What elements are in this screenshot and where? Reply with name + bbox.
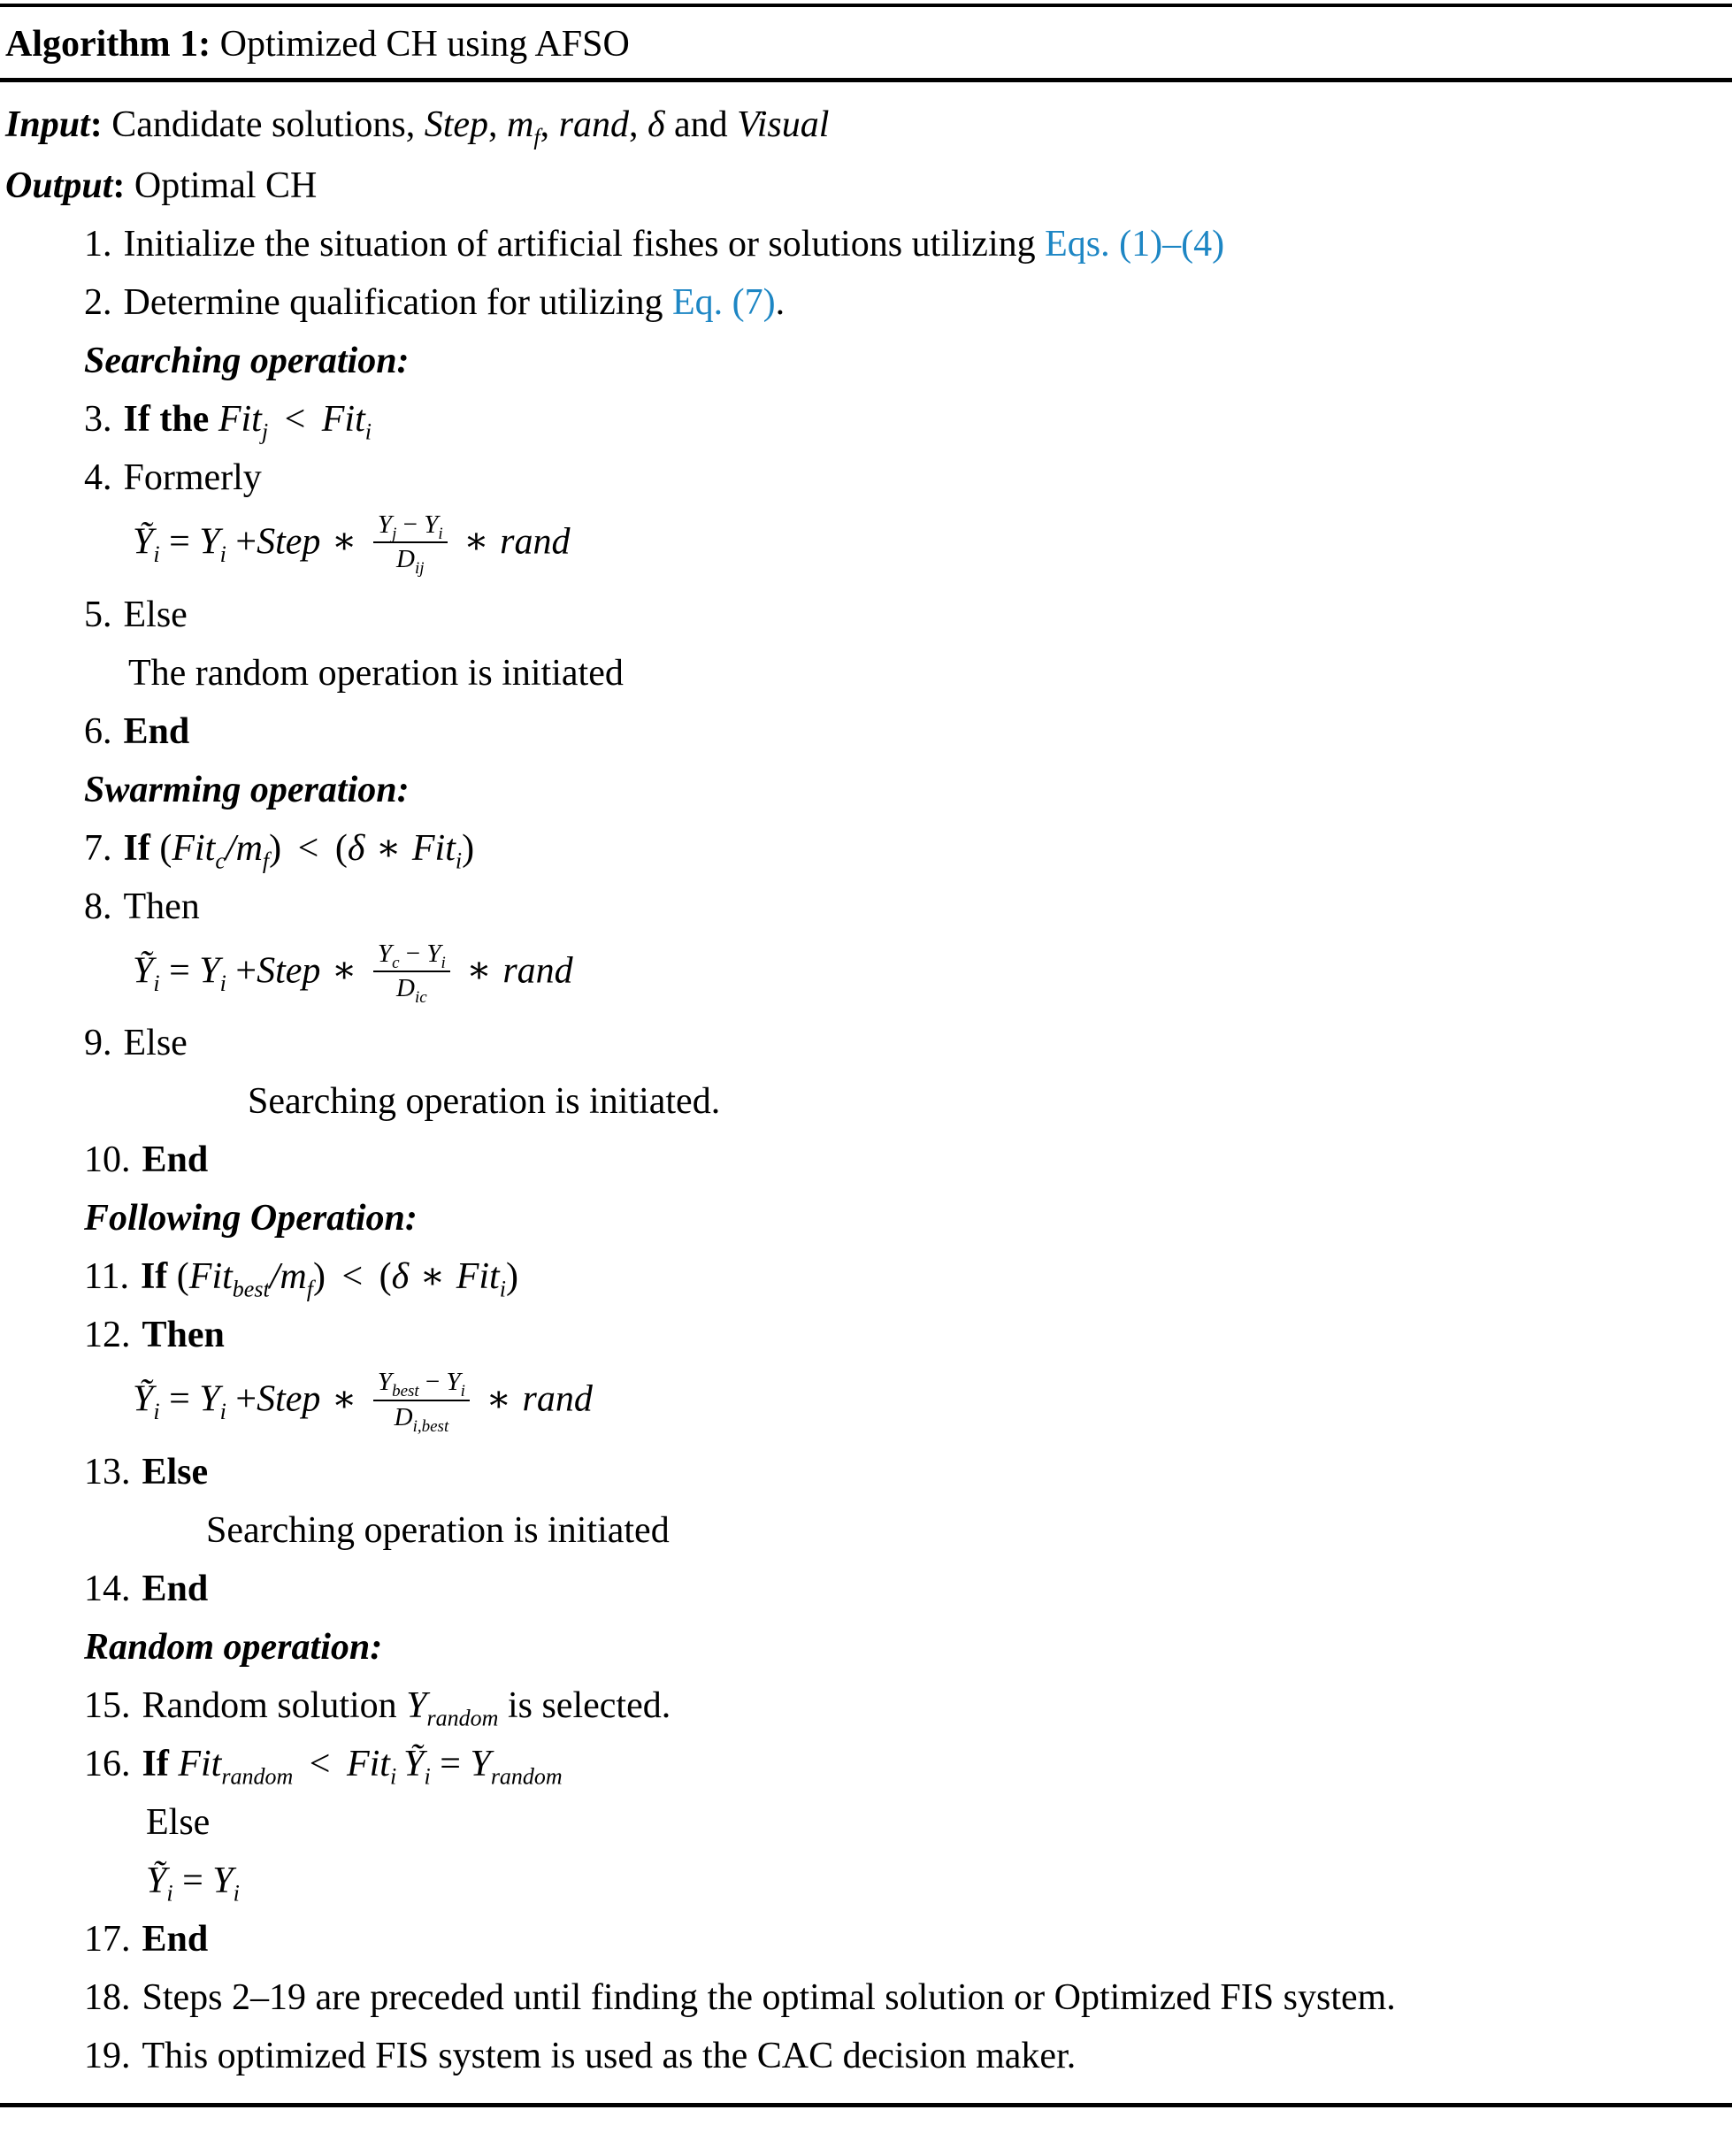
subscript-f: f [306,1276,313,1302]
step-number: 8. [84,886,112,927]
keyword-if: If [140,1256,177,1298]
fraction-denominator [373,972,450,1007]
asterisk-operator: ∗ [322,1378,366,1420]
paren-open: ( [176,1256,189,1298]
step-text: Else [123,1023,188,1064]
step-number: 18. [84,1977,131,2019]
step-11 [0,1256,1732,1302]
step-18 [0,1977,1732,2019]
math-var-y: Y [377,510,393,539]
step-10 [0,1139,1732,1181]
fraction [373,510,448,579]
comma: , [628,104,648,145]
paren-close: ) [462,827,475,869]
math-var-step: Step [424,104,489,145]
step-5-body: The random operation is initiated [128,652,624,694]
colon: : [89,104,112,145]
asterisk-operator: ∗ [476,1378,521,1420]
paren-open: ( [159,827,172,869]
asterisk-operator: ∗ [410,1256,455,1298]
math-var-y-tilde: Ỹ [403,1744,425,1785]
step-5 [0,596,1732,633]
fraction-numerator [373,940,450,972]
math-var-m: m [280,1256,307,1298]
step-2 [0,284,1732,321]
math-var-y-tilde: Ỹ [133,521,154,563]
math-var-y-tilde: Ỹ [146,1861,167,1902]
less-than: < [332,1256,372,1298]
less-than: < [288,827,328,869]
subscript-j: j [392,524,397,543]
math-var-rand: rand [522,1378,593,1420]
math-var-rand: rand [500,521,571,563]
math-var-d: D [396,545,415,574]
fraction-numerator [373,510,448,543]
minus: − [399,939,427,968]
subscript-i: i [389,1763,397,1790]
math-var-y-tilde: Ỹ [133,950,154,992]
period: . [775,282,786,323]
step-text: is selected. [498,1685,671,1727]
subscript-i: i [166,1880,173,1907]
asterisk-operator: ∗ [454,521,499,563]
math-var-rand: rand [558,104,629,145]
math-var-step: Step [257,521,321,563]
step-number: 15. [84,1685,131,1727]
comma: , [540,104,559,145]
math-var-fit: Fit [218,399,262,440]
equals: = [159,1378,200,1420]
step-number: 10. [84,1139,131,1181]
asterisk-operator: ∗ [366,827,410,869]
keyword-end: End [123,710,190,752]
subscript-i: i [219,970,226,996]
step-number: 9. [84,1023,112,1064]
input-text: Candidate solutions, [111,104,425,145]
keyword-end: End [142,1139,209,1181]
math-var-d: D [394,1402,413,1431]
math-var-y: Y [199,1378,220,1420]
input-line [0,104,1732,150]
math-var-y: Y [446,1368,461,1397]
fraction-denominator [373,1401,470,1436]
step-text: Then [123,886,200,927]
math-var-y: Y [199,521,220,563]
section-heading-random: Random operation: [84,1627,383,1669]
step-9-body: Searching operation is initiated. [248,1081,721,1123]
math-var-y: Y [424,510,439,539]
formula-following-update [0,1368,1732,1436]
math-var-rand: rand [502,950,573,992]
step-number: 5. [84,594,112,635]
keyword-if-the: If the [123,399,218,440]
header-divider-rule [0,78,1732,82]
step-text: Steps 2–19 are preceded until finding the optimal solution or Optimized FIS system. [142,1977,1396,2019]
math-var-y-tilde: Ỹ [133,1378,154,1420]
plus: + [226,521,257,563]
formula-searching-update [0,510,1732,579]
step-number: 12. [84,1315,131,1356]
step-number: 1. [84,224,112,265]
step-number: 19. [84,2036,131,2077]
minus: − [418,1368,447,1397]
algorithm-figure [0,4,1732,2107]
algorithm-title: Optimized CH using AFSO [211,24,630,65]
math-var-y: Y [377,1368,393,1397]
algorithm-header [0,7,1732,63]
math-var-fit: Fit [188,1256,233,1298]
bottom-rule [0,2103,1732,2107]
algorithm-label: Algorithm 1: [5,24,211,65]
subscript-f: f [533,124,540,150]
equals: = [172,1861,213,1902]
step-13-body: Searching operation is initiated [206,1510,670,1552]
step-number: 13. [84,1452,131,1493]
step-number: 14. [84,1569,131,1610]
keyword-else: Else [142,1452,209,1493]
step-text: This optimized FIS system is used as the CAC decision maker. [142,2036,1077,2077]
subscript-best: best [392,1382,419,1401]
and-word: and [664,104,738,145]
subscript-i: i [438,524,443,543]
subscript-i: i [233,1880,240,1907]
step-8 [0,888,1732,925]
step-9 [0,1024,1732,1062]
math-var-y: Y [406,1685,427,1727]
step-number: 4. [84,457,112,498]
subscript-c: c [392,953,400,972]
asterisk-operator: ∗ [322,950,366,992]
step-text: Random solution [142,1685,407,1727]
output-line [0,167,1732,204]
step-15 [0,1685,1732,1731]
subscript-i: i [219,1399,226,1425]
subscript-i: i [153,1399,160,1425]
subscript-random: random [490,1763,563,1790]
fraction [373,1368,470,1436]
paren-close: ) [505,1256,518,1298]
step-number: 11. [84,1256,129,1298]
slash: / [225,827,236,869]
subscript-i: i [153,541,160,567]
math-var-delta: δ [391,1256,410,1298]
keyword-end: End [142,1569,209,1610]
step-14 [0,1569,1732,1610]
step-12 [0,1316,1732,1354]
subscript-i: i [219,541,226,567]
math-var-fit: Fit [178,1744,222,1785]
subscript-f: f [262,848,270,874]
subscript-ij: ij [414,559,425,579]
subscript-i: i [364,418,372,445]
step-7 [0,827,1732,874]
math-var-visual: Visual [737,104,830,145]
subscript-ic: ic [414,987,427,1007]
step-16-else-formula [0,1861,1732,1907]
math-var-y: Y [199,950,220,992]
fraction-numerator [373,1368,470,1400]
math-var-delta: δ [347,827,365,869]
step-number: 3. [84,399,112,440]
math-var-y: Y [470,1744,491,1785]
step-3 [0,399,1732,445]
step-text: Formerly [123,457,262,498]
step-19 [0,2037,1732,2075]
equals: = [159,521,200,563]
math-var-y: Y [377,939,393,968]
subscript-random: random [426,1705,499,1731]
step-1 [0,226,1732,263]
formula-swarming-update [0,939,1732,1007]
math-var-m: m [235,827,263,869]
keyword-if: If [142,1744,179,1785]
subscript-i-best: i,best [412,1416,449,1436]
colon: : [112,165,134,206]
step-4 [0,459,1732,496]
section-heading-swarming: Swarming operation: [84,769,410,810]
step-6 [0,710,1732,752]
subscript-random: random [221,1763,294,1790]
subscript-c: c [215,848,226,874]
step-13 [0,1454,1732,1491]
section-heading-following: Following Operation: [84,1198,418,1239]
math-var-fit: Fit [411,827,456,869]
math-var-fit: Fit [172,827,216,869]
output-label: Output [5,165,113,206]
fraction-denominator [373,543,448,579]
math-var-y: Y [426,939,441,968]
step-text: Initialize the situation of artificial fishes or solutions utilizing [123,224,1046,265]
comma: , [488,104,508,145]
subscript-best: best [232,1276,270,1302]
step-16 [0,1744,1732,1790]
equals: = [159,950,200,992]
asterisk-operator: ∗ [456,950,502,992]
paren-close: ) [269,827,282,869]
subscript-i: i [441,953,446,972]
slash: / [269,1256,280,1298]
math-var-fit: Fit [346,1744,390,1785]
paren-open: ( [334,827,348,869]
step-number: 7. [84,827,112,869]
paren-close: ) [312,1256,326,1298]
subscript-j: j [261,418,269,445]
asterisk-operator: ∗ [322,521,366,563]
less-than: < [275,399,315,440]
math-var-fit: Fit [321,399,365,440]
math-var-step: Step [257,950,321,992]
step-number: 16. [84,1744,131,1785]
subscript-i: i [424,1763,431,1790]
keyword-if: If [123,827,160,869]
keyword-then: Then [142,1315,225,1356]
keyword-end: End [142,1919,209,1960]
subscript-i: i [499,1276,506,1302]
plus: + [226,1378,257,1420]
math-var-delta: δ [647,104,665,145]
step-16-else: Else [146,1802,211,1844]
math-var-y: Y [212,1861,234,1902]
subscript-i: i [455,848,463,874]
step-text: Else [123,594,188,635]
eq-link-1-4[interactable]: Eqs. (1)–(4) [1045,224,1225,265]
eq-link-7[interactable]: Eq. (7) [671,282,776,323]
subscript-i: i [153,970,160,996]
less-than: < [300,1744,340,1785]
step-17 [0,1921,1732,1958]
minus: − [396,510,425,539]
output-text: Optimal CH [134,165,318,206]
equals: = [430,1744,471,1785]
plus: + [226,950,257,992]
subscript-i: i [460,1382,465,1401]
step-number: 6. [84,710,112,752]
input-label: Input [5,104,90,145]
section-heading-searching: Searching operation: [84,341,410,381]
math-var-m: m [507,104,534,145]
math-var-fit: Fit [456,1256,500,1298]
fraction [373,939,450,1007]
math-var-step: Step [257,1378,321,1420]
step-number: 2. [84,282,112,323]
step-text: Determine qualification for utilizing [123,282,672,323]
math-var-d: D [396,974,415,1003]
paren-open: ( [379,1256,392,1298]
step-number: 17. [84,1919,131,1960]
